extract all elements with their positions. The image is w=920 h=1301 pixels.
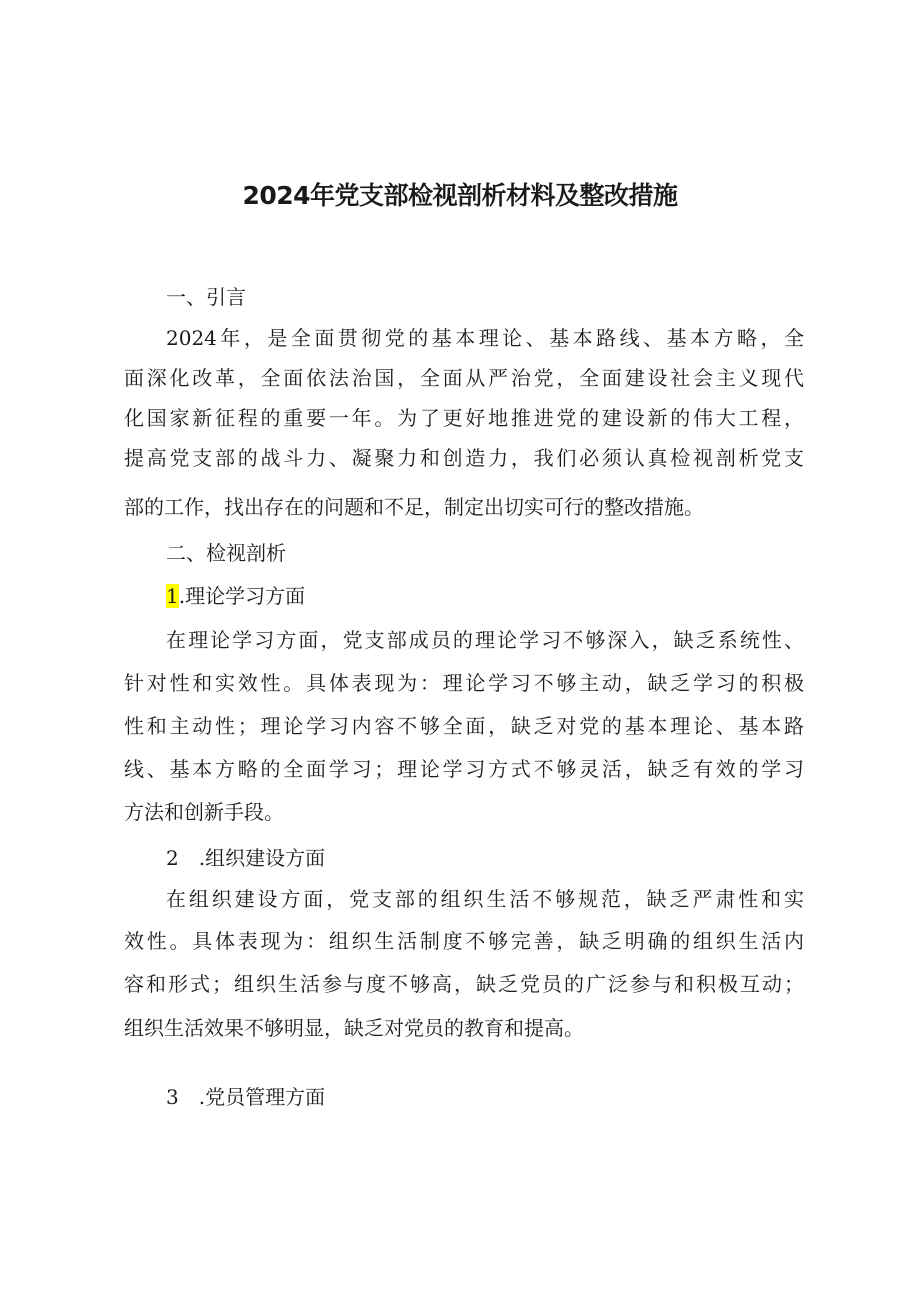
paragraph-line: 2024年，是全面贯彻党的基本理论、基本路线、基本方略，全 xyxy=(166,326,804,350)
paragraph-line: 化国家新征程的重要一年。为了更好地推进党的建设新的伟大工程， xyxy=(124,406,804,430)
paragraph-line: 提高党支部的战斗力、凝聚力和创造力，我们必须认真检视剖析党支 xyxy=(124,446,804,470)
item-heading-theory xyxy=(166,581,804,611)
item-heading-text: .理论学习方面 xyxy=(178,584,306,608)
section-heading-intro: 一、引言 xyxy=(166,285,246,309)
item-heading-organization: 2 .组织建设方面 xyxy=(166,846,326,870)
paragraph-line: 部的工作，找出存在的问题和不足，制定出切实可行的整改措施。 xyxy=(124,495,704,519)
highlighted-number: 1 xyxy=(166,584,179,608)
item-heading-member-management: 3 .党员管理方面 xyxy=(166,1085,326,1109)
paragraph-line: 性和主动性；理论学习内容不够全面，缺乏对党的基本理论、基本路 xyxy=(124,714,804,738)
paragraph-line: 在理论学习方面，党支部成员的理论学习不够深入，缺乏系统性、 xyxy=(166,628,804,652)
paragraph-line: 针对性和实效性。具体表现为：理论学习不够主动，缺乏学习的积极 xyxy=(124,671,804,695)
paragraph-line: 在组织建设方面，党支部的组织生活不够规范，缺乏严肃性和实 xyxy=(166,887,804,911)
section-heading-review: 二、检视剖析 xyxy=(166,541,286,565)
paragraph-line: 方法和创新手段。 xyxy=(124,800,284,824)
paragraph-line: 线、基本方略的全面学习；理论学习方式不够灵活，缺乏有效的学习 xyxy=(124,757,804,781)
document-title: 2024年党支部检视剖析材料及整改措施 xyxy=(242,181,678,210)
paragraph-line: 效性。具体表现为：组织生活制度不够完善，缺乏明确的组织生活内 xyxy=(124,929,804,953)
paragraph-line: 容和形式；组织生活参与度不够高，缺乏党员的广泛参与和积极互动； xyxy=(124,972,804,996)
paragraph-line: 面深化改革，全面依法治国，全面从严治党，全面建设社会主义现代 xyxy=(124,366,804,390)
paragraph-line: 组织生活效果不够明显，缺乏对党员的教育和提高。 xyxy=(124,1016,584,1040)
